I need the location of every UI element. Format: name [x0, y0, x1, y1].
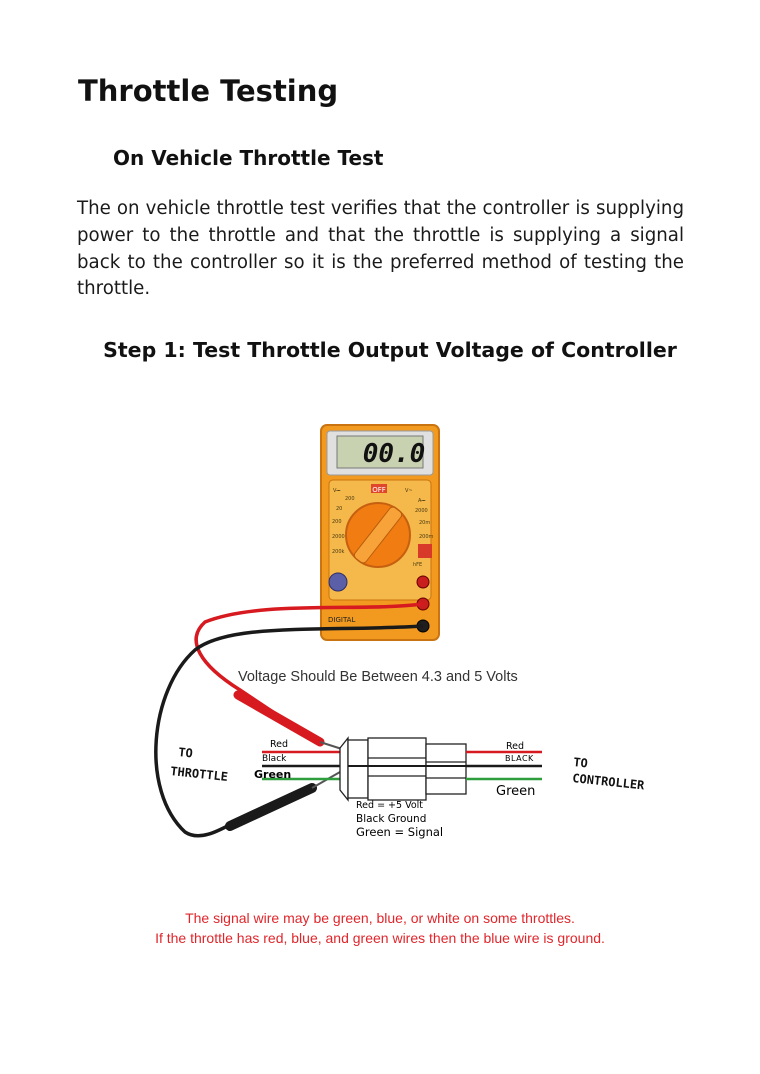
to-controller-line1: TO [572, 755, 589, 771]
to-throttle-line1: TO [177, 745, 194, 761]
off-label: OFF [372, 486, 386, 494]
svg-text:200m: 200m [419, 534, 434, 540]
svg-text:V~: V~ [405, 488, 413, 494]
voltage-note: Voltage Should Be Between 4.3 and 5 Volts [238, 669, 518, 685]
svg-text:2000: 2000 [415, 508, 428, 514]
section-heading: On Vehicle Throttle Test [113, 146, 384, 170]
throttle-connector [340, 738, 466, 800]
svg-text:2000: 2000 [332, 534, 345, 540]
legend-black: Black Ground [356, 813, 427, 825]
right-red-label: Red [506, 741, 525, 752]
svg-text:20: 20 [336, 506, 343, 512]
to-throttle-line2: THROTTLE [169, 764, 229, 785]
to-controller-line2: CONTROLLER [571, 771, 646, 793]
svg-text:V⎓: V⎓ [333, 488, 341, 494]
right-black-label: BLACK [505, 754, 534, 763]
svg-text:200k: 200k [332, 549, 345, 555]
transistor-socket [329, 573, 347, 591]
note-line-1: The signal wire may be green, blue, or white on some throttles. [185, 910, 575, 926]
meter-brand: DIGITAL [328, 616, 356, 624]
step-heading: Step 1: Test Throttle Output Voltage of Controller [103, 338, 677, 362]
svg-text:200: 200 [332, 519, 342, 525]
legend-red: Red = +5 Volt [356, 800, 424, 811]
svg-text:hFE: hFE [413, 562, 423, 568]
meter-display: 00.0 [362, 439, 426, 469]
left-green-label: Green [254, 768, 292, 781]
right-green-label: Green [496, 784, 536, 799]
svg-text:20m: 20m [419, 520, 431, 526]
left-red-label: Red [270, 739, 289, 750]
legend-green: Green = Signal [356, 825, 444, 839]
svg-text:200: 200 [345, 496, 355, 502]
multimeter-wiring-diagram [140, 420, 670, 850]
intro-paragraph: The on vehicle throttle test verifies that the controller is supplying power to the throttle and that the throttle is supplying a signal back to the controller so it is the preferred method of testing the throttle. [77, 198, 684, 300]
jack-10a [417, 576, 429, 588]
svg-text:A⎓: A⎓ [418, 498, 426, 504]
black-probe [230, 788, 312, 826]
note-line-2: If the throttle has red, blue, and green wires then the blue wire is ground. [155, 930, 605, 946]
page-title: Throttle Testing [78, 74, 339, 108]
red-probe [238, 695, 320, 742]
left-black-label: Black [262, 754, 287, 764]
